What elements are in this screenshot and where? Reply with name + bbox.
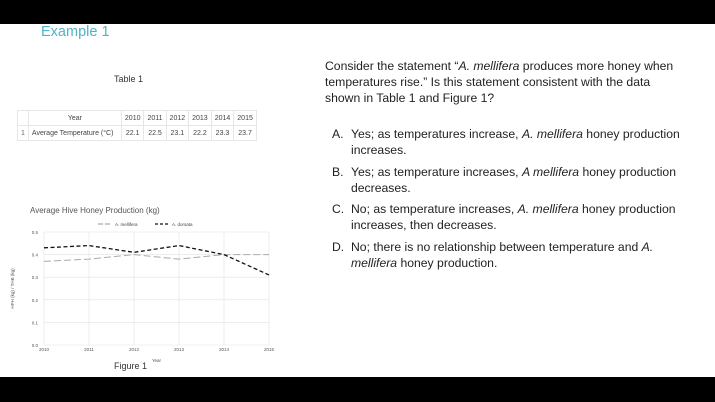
legend-label: A. mellifera (115, 222, 138, 227)
y-tick-label: 0.1 (31, 320, 38, 326)
x-tick-label: 2015 (263, 347, 275, 352)
table-caption: Table 1 (114, 74, 144, 84)
question-rest: produces more honey when temperatures rise.” Is this statement consistent with the data shown in Table 1 and Figure 1? (325, 59, 674, 105)
x-tick-label: 2014 (218, 347, 230, 352)
table-year-cell: 2014 (211, 111, 234, 126)
option-b[interactable] (332, 164, 692, 196)
option-species: A mellifera (521, 164, 580, 179)
figure-caption: Figure 1 (114, 361, 148, 371)
slide-title: Example 1 (41, 24, 110, 40)
option-letter: D. (332, 239, 345, 254)
table-value-cell: 22.1 (121, 126, 144, 141)
y-axis-label: HPH (kg) / THB (kg) (10, 268, 15, 309)
option-text (351, 201, 692, 233)
option-d[interactable] (332, 239, 692, 271)
table-value-cell: 22.2 (189, 126, 212, 141)
option-letter: A. (332, 127, 344, 141)
table-value-cell: 22.5 (144, 126, 166, 141)
question-text (325, 58, 685, 106)
series-line (44, 246, 269, 275)
table-header-row (18, 111, 257, 126)
x-tick-label: 2010 (38, 347, 50, 352)
option-text (351, 239, 692, 271)
y-tick-label: 0.2 (31, 297, 38, 303)
option-letter: B. (332, 164, 344, 179)
x-axis-label: Year (151, 358, 162, 363)
option-a[interactable] (332, 126, 692, 158)
option-species: A. mellifera (517, 202, 579, 216)
table-row (18, 126, 257, 141)
line-chart (10, 214, 280, 364)
table-index-header (18, 111, 29, 126)
y-tick-label: 0.5 (31, 230, 38, 235)
table-value-cell: 23.7 (234, 126, 257, 141)
legend-label: A. dorsata (172, 222, 193, 227)
option-text-part: honey production increases. (351, 127, 680, 157)
question-intro: Consider the statement “ (325, 59, 459, 73)
y-tick-label: 0.3 (31, 275, 38, 281)
y-tick-label: 0.0 (31, 343, 38, 348)
option-text-part: No; there is no relationship between temperature and (351, 239, 642, 254)
table-row-index: 1 (18, 126, 29, 141)
option-species: A. mellifera (351, 239, 654, 270)
option-text-part: honey production decreases. (351, 164, 676, 195)
option-text-part: No; as temperature increases, (351, 202, 518, 216)
y-tick-label: 0.4 (31, 252, 38, 258)
table-header-year: Year (28, 111, 121, 126)
x-tick-label: 2012 (128, 347, 140, 352)
option-text-part: honey production increases, then decreases. (351, 202, 676, 232)
table-year-cell: 2010 (121, 111, 144, 126)
table-value-cell: 23.3 (211, 126, 234, 141)
table-year-cell: 2015 (234, 111, 257, 126)
x-tick-label: 2011 (84, 347, 94, 352)
option-text-part: Yes; as temperatures increase, (351, 127, 522, 141)
table-year-cell: 2012 (166, 111, 189, 126)
series-line (44, 255, 269, 262)
slide (0, 24, 715, 377)
option-c[interactable] (332, 201, 692, 233)
option-text-part: honey production. (397, 255, 498, 270)
option-text (351, 164, 692, 196)
table-value-cell: 23.1 (166, 126, 189, 141)
option-species: A. mellifera (521, 127, 583, 141)
option-letter: C. (332, 202, 345, 216)
option-text-part: Yes; as temperature increases, (351, 164, 522, 179)
data-table (17, 110, 257, 141)
answer-options (332, 126, 692, 276)
option-text (351, 126, 692, 158)
table-year-cell: 2011 (144, 111, 166, 126)
chart-title: Average Hive Honey Production (kg) (30, 206, 160, 215)
question-species: A. mellifera (458, 59, 520, 73)
x-tick-label: 2013 (173, 347, 185, 352)
table-year-cell: 2013 (189, 111, 212, 126)
table-row-label: Average Temperature (°C) (28, 126, 121, 141)
